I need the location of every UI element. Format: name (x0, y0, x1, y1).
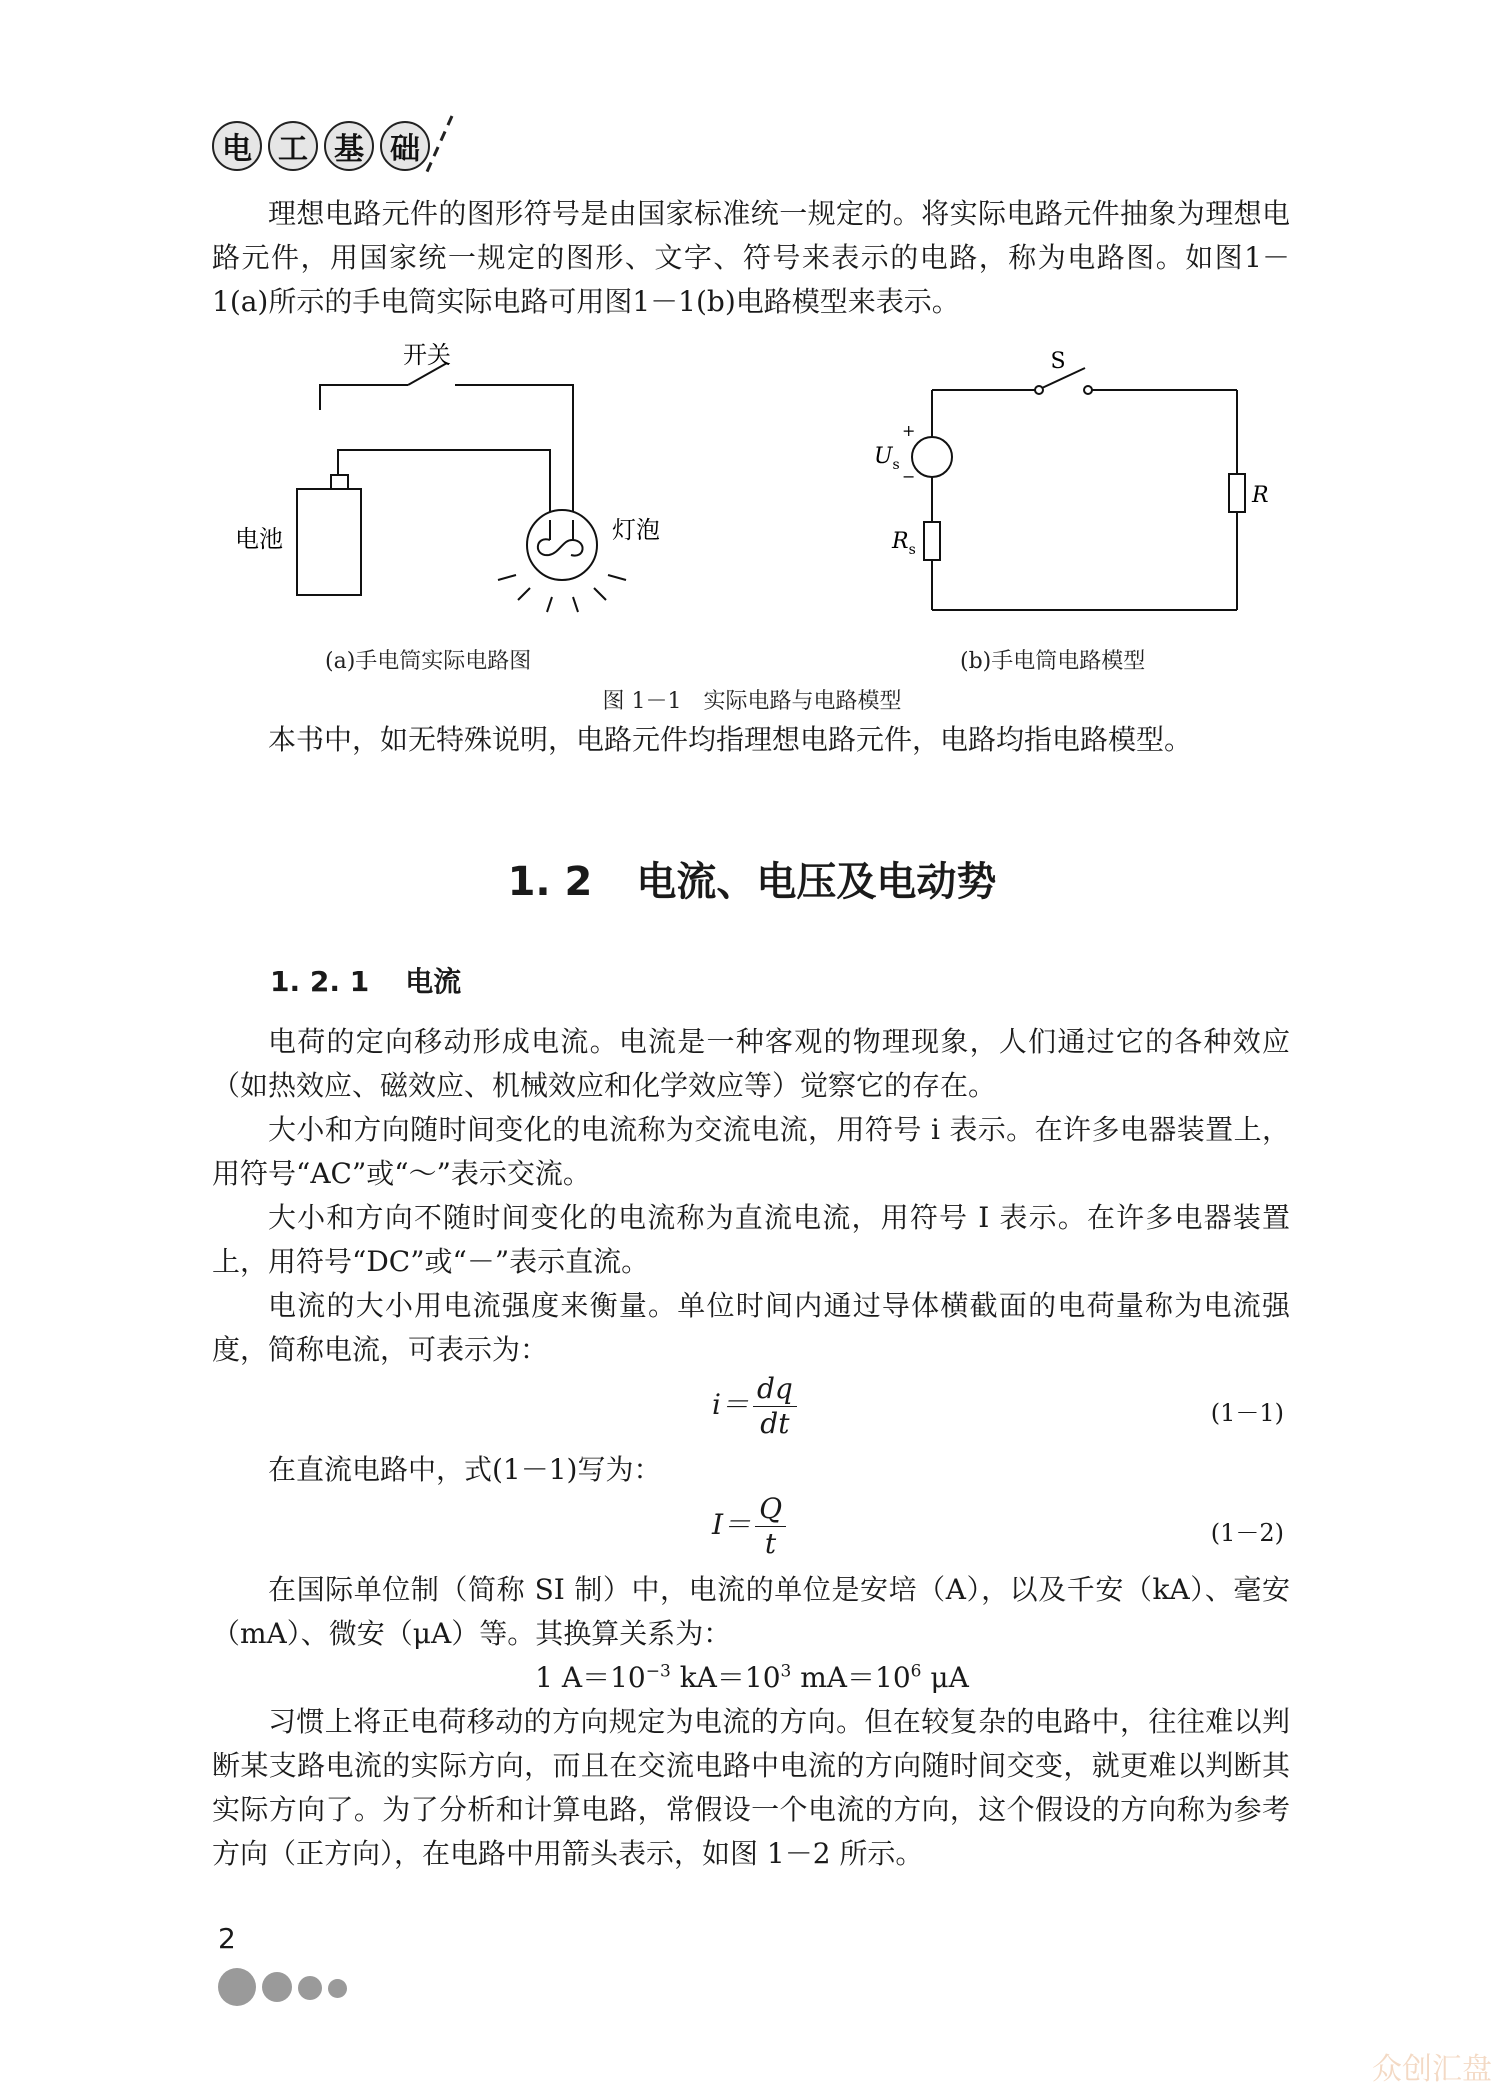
equation-1-2: I＝ $\frac{Q}{t}$ (712, 1492, 786, 1561)
paragraph-current-definition: 电荷的定向移动形成电流。电流是一种客观的物理现象，人们通过它的各种效应（如热效应、磁效应、机械效应和化学效应等）觉察它的存在。 (212, 1025, 1290, 1102)
footer-dot-decoration (262, 1972, 292, 2002)
paragraph-si-units: 在国际单位制（简称 SI 制）中，电流的单位是安培（A），以及千安（kA）、毫安（mA）、微安（μA）等。其换算关系为： (212, 1573, 1290, 1650)
equation-number-1-2: (1－2) (1210, 1519, 1284, 1547)
equation-1-1: i＝ $\frac{dq}{dt}$ (712, 1372, 797, 1441)
subsection-title (270, 960, 461, 1000)
model-switch-label: S (1050, 350, 1066, 374)
figure-a-caption: (a)手电筒实际电路图 (325, 649, 532, 674)
internal-resistance-label: $R_s$ (892, 529, 916, 558)
equation-number-1-1: (1－1) (1210, 1399, 1284, 1427)
watermark: 众创汇盘 (1372, 2052, 1492, 2087)
footer-dot-decoration (218, 1968, 256, 2006)
subsection-title-text: 电流 (405, 965, 462, 998)
paragraph-ac: 大小和方向随时间变化的电流称为交流电流，用符号 i 表示。在许多电器装置上，用符号“AC”或“～”表示交流。 (212, 1113, 1290, 1190)
figure-a-flashlight-circuit (215, 335, 695, 645)
page-number: 2 (218, 1922, 236, 1955)
paragraph-dc-circuit: 在直流电路中，式(1－1)写为： (268, 1453, 662, 1486)
switch-label: 开关 (403, 341, 451, 369)
source-plus-sign: + (902, 421, 916, 440)
intro-paragraph: 理想电路元件的图形符号是由国家标准统一规定的。将实际电路元件抽象为理想电路元件，用国家统一规定的图形、文字、符号来表示的电路，称为电路图。如图1－1(a)所示的手电筒实际电路可用图1－1(b)电路模型来表示。 (212, 197, 1290, 318)
battery-label: 电池 (235, 525, 283, 553)
header-char: 础 (380, 121, 430, 171)
bulb-label: 灯泡 (612, 516, 660, 544)
figure-b-circuit-model (870, 350, 1280, 620)
figure-caption: 图 1－1 实际电路与电路模型 (602, 689, 902, 714)
source-minus-sign: − (902, 467, 916, 486)
section-number: 1. 2 (507, 859, 593, 905)
running-header (212, 120, 436, 172)
section-title (0, 850, 1504, 907)
paragraph-current-intensity: 电流的大小用电流强度来衡量。单位时间内通过导体横截面的电荷量称为电流强度，简称电流，可表示为： (212, 1289, 1290, 1366)
footer-dot-decoration (298, 1976, 322, 2000)
header-char: 基 (324, 121, 374, 171)
load-resistance-label: R (1252, 483, 1269, 508)
footer-dot-decoration (328, 1979, 347, 1998)
header-char: 电 (212, 121, 262, 171)
header-slash-decoration (420, 110, 460, 180)
paragraph-reference-direction: 习惯上将正电荷移动的方向规定为电流的方向。但在较复杂的电路中，往往难以判断某支路电流的实际方向，而且在交流电路中电流的方向随时间交变，就更难以判断其实际方向了。为了分析和计算电路，常假设一个电流的方向，这个假设的方向称为参考方向（正方向），在电路中用箭头表示，如图 1－2 所示。 (212, 1705, 1290, 1870)
source-label: $U_s$ (874, 444, 900, 473)
unit-conversion-equation: 1 $A=10^{-3}$ $kA=10^3$ $mA=10^6$ μA (535, 1661, 969, 1694)
paragraph-dc: 大小和方向不随时间变化的电流称为直流电流，用符号 I 表示。在许多电器装置上，用符号“DC”或“－”表示直流。 (212, 1201, 1290, 1278)
header-char: 工 (268, 121, 318, 171)
note-paragraph: 本书中，如无特殊说明，电路元件均指理想电路元件，电路均指电路模型。 (268, 723, 1193, 756)
subsection-number: 1. 2. 1 (270, 965, 370, 998)
section-title-text: 电流、电压及电动势 (636, 859, 997, 905)
figure-b-caption: (b)手电筒电路模型 (960, 649, 1146, 674)
